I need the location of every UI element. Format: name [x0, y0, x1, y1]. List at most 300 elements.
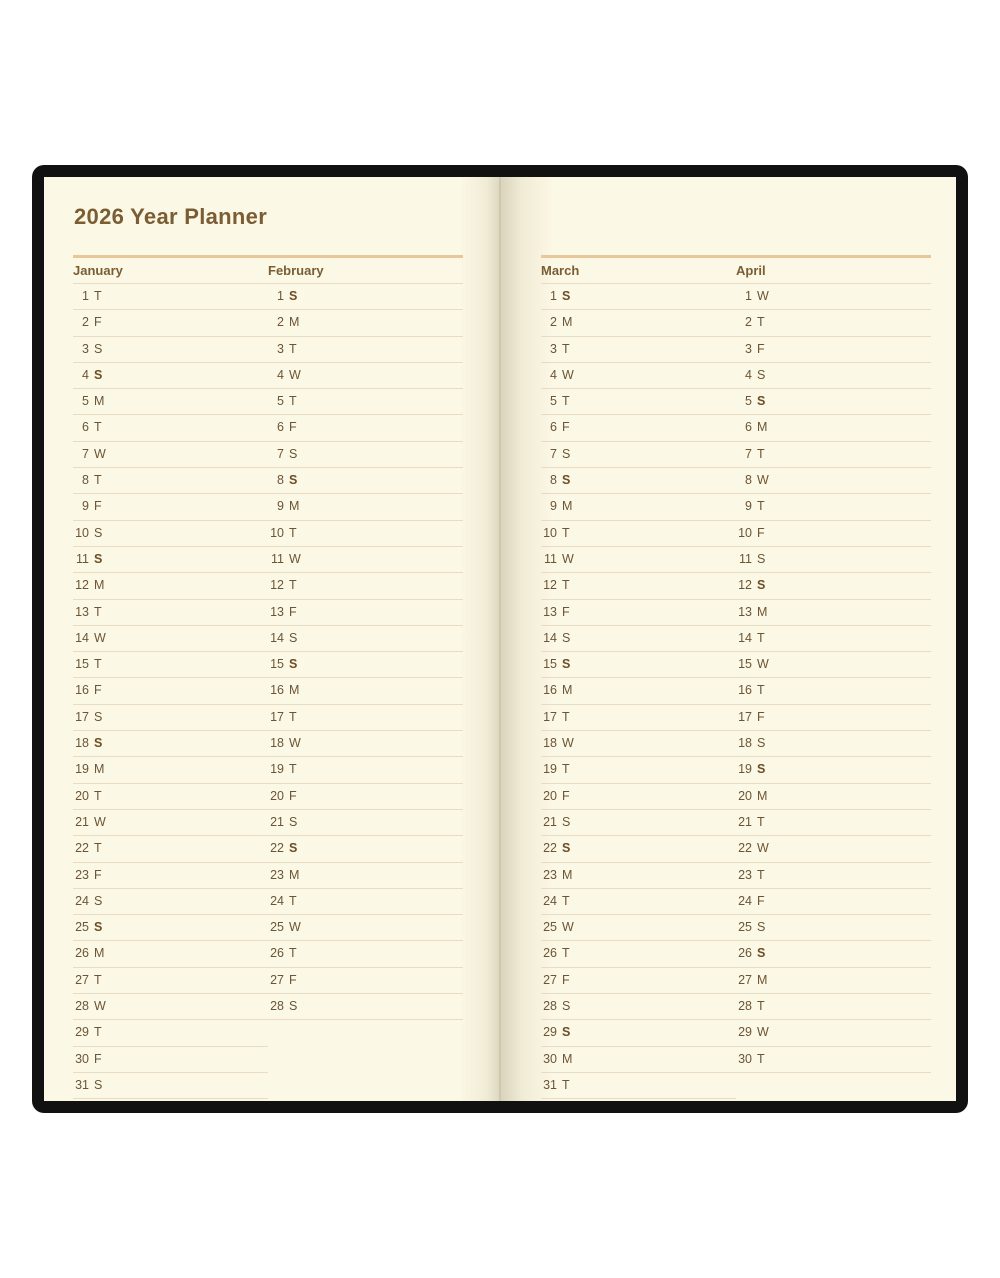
weekday-letter: M: [562, 315, 573, 330]
weekday-letter: T: [94, 972, 102, 987]
day-row: [268, 652, 463, 678]
weekday-letter: T: [94, 1025, 102, 1040]
day-row: [541, 389, 736, 415]
weekday-letter: W: [94, 999, 106, 1014]
weekday-letter: T: [562, 946, 570, 961]
day-number: 7: [550, 446, 557, 461]
day-number: 5: [550, 394, 557, 409]
sunday-weekday-letter: S: [94, 551, 103, 566]
weekday-letter: T: [562, 1077, 570, 1092]
day-row: [73, 836, 268, 862]
day-number: 15: [75, 657, 89, 672]
weekday-letter: T: [94, 841, 102, 856]
day-number: 19: [75, 762, 89, 777]
weekday-letter: W: [289, 920, 301, 935]
weekday-letter: T: [757, 630, 765, 645]
weekday-letter: M: [757, 604, 768, 619]
weekday-letter: T: [94, 420, 102, 435]
day-row: [541, 415, 736, 441]
day-row: [736, 1020, 931, 1046]
page-title: 2026 Year Planner: [74, 204, 268, 229]
weekday-letter: S: [757, 736, 766, 751]
day-number: 24: [75, 893, 89, 908]
day-number: 6: [745, 420, 752, 435]
sunday-weekday-letter: S: [562, 657, 571, 672]
day-row: [73, 494, 268, 520]
day-row: [268, 442, 463, 468]
month-name: February: [268, 258, 463, 284]
weekday-letter: T: [289, 946, 297, 961]
sunday-weekday-letter: S: [562, 841, 571, 856]
day-number: 10: [270, 525, 284, 540]
day-row: [541, 442, 736, 468]
day-number: 23: [75, 867, 89, 882]
weekday-letter: M: [562, 1051, 573, 1066]
weekday-letter: M: [562, 867, 573, 882]
day-row: [736, 705, 931, 731]
day-row: [268, 915, 463, 941]
day-number: 7: [745, 446, 752, 461]
day-row: [541, 1073, 736, 1099]
day-row: [73, 678, 268, 704]
day-row: [73, 547, 268, 573]
day-row: [73, 757, 268, 783]
day-number: 1: [277, 289, 284, 303]
day-row: [73, 1073, 268, 1099]
day-row: [736, 652, 931, 678]
weekday-letter: F: [757, 709, 765, 724]
day-row: [736, 836, 931, 862]
sunday-weekday-letter: S: [289, 473, 298, 488]
day-row: [736, 389, 931, 415]
day-number: 10: [75, 525, 89, 540]
weekday-letter: M: [289, 683, 300, 698]
day-number: 19: [270, 762, 284, 777]
day-row: [73, 1047, 268, 1073]
day-row: [73, 652, 268, 678]
day-number: 24: [270, 893, 284, 908]
day-number: 22: [738, 841, 752, 856]
day-number: 19: [543, 762, 557, 777]
day-row: [73, 889, 268, 915]
day-number: 4: [277, 367, 284, 382]
day-number: 23: [270, 867, 284, 882]
day-number: 20: [75, 788, 89, 803]
day-list: [541, 284, 736, 1099]
day-number: 1: [82, 289, 89, 303]
sunday-weekday-letter: S: [757, 946, 766, 961]
day-number: 18: [543, 736, 557, 751]
sunday-weekday-letter: S: [289, 841, 298, 856]
day-number: 26: [270, 946, 284, 961]
weekday-letter: W: [757, 657, 769, 672]
weekday-letter: T: [757, 1051, 765, 1066]
sunday-weekday-letter: S: [757, 578, 766, 593]
day-row: [73, 310, 268, 336]
weekday-letter: M: [757, 972, 768, 987]
day-number: 13: [270, 604, 284, 619]
weekday-letter: W: [757, 289, 769, 303]
weekday-letter: T: [562, 525, 570, 540]
day-number: 16: [738, 683, 752, 698]
day-number: 25: [270, 920, 284, 935]
day-row: [268, 994, 463, 1020]
day-row: [268, 284, 463, 310]
day-row: [73, 968, 268, 994]
day-number: 16: [270, 683, 284, 698]
day-number: 15: [738, 657, 752, 672]
day-number: 20: [543, 788, 557, 803]
day-row: [73, 863, 268, 889]
weekday-letter: S: [94, 525, 103, 540]
day-number: 6: [82, 420, 89, 435]
weekday-letter: W: [289, 551, 301, 566]
day-row: [73, 363, 268, 389]
weekday-letter: T: [757, 446, 765, 461]
day-number: 20: [738, 788, 752, 803]
day-number: 22: [75, 841, 89, 856]
day-number: 11: [739, 551, 752, 566]
weekday-letter: T: [757, 867, 765, 882]
day-number: 16: [75, 683, 89, 698]
day-number: 31: [543, 1077, 557, 1092]
day-row: [268, 626, 463, 652]
day-row: [268, 784, 463, 810]
day-number: 8: [277, 473, 284, 488]
day-row: [736, 415, 931, 441]
day-number: 14: [270, 630, 284, 645]
weekday-letter: W: [94, 446, 106, 461]
day-row: [268, 757, 463, 783]
weekday-letter: T: [562, 341, 570, 356]
weekday-letter: F: [94, 867, 102, 882]
day-row: [736, 337, 931, 363]
weekday-letter: T: [562, 394, 570, 409]
weekday-letter: F: [562, 788, 570, 803]
day-row: [268, 521, 463, 547]
day-row: [268, 863, 463, 889]
weekday-letter: M: [94, 394, 105, 409]
weekday-letter: S: [757, 367, 766, 382]
day-row: [73, 468, 268, 494]
day-number: 23: [738, 867, 752, 882]
day-row: [541, 363, 736, 389]
month-column-march: [541, 258, 736, 1099]
day-number: 21: [738, 814, 752, 829]
book-spine: [499, 177, 501, 1101]
weekday-letter: M: [289, 499, 300, 514]
day-row: [736, 810, 931, 836]
weekday-letter: T: [289, 762, 297, 777]
sunday-weekday-letter: S: [289, 657, 298, 672]
weekday-letter: W: [562, 367, 574, 382]
weekday-letter: W: [757, 841, 769, 856]
weekday-letter: S: [562, 999, 571, 1014]
day-row: [736, 941, 931, 967]
day-row: [541, 889, 736, 915]
weekday-letter: W: [94, 630, 106, 645]
day-row: [736, 573, 931, 599]
weekday-letter: S: [289, 999, 298, 1014]
day-row: [73, 915, 268, 941]
weekday-letter: F: [562, 420, 570, 435]
day-number: 3: [82, 341, 89, 356]
day-number: 6: [277, 420, 284, 435]
day-row: [541, 310, 736, 336]
day-number: 27: [75, 972, 89, 987]
day-number: 7: [82, 446, 89, 461]
month-column-april: [736, 258, 931, 1073]
day-number: 12: [543, 578, 557, 593]
day-row: [268, 678, 463, 704]
weekday-letter: W: [289, 367, 301, 382]
day-number: 21: [270, 814, 284, 829]
day-number: 5: [745, 394, 752, 409]
day-row: [541, 678, 736, 704]
day-row: [73, 415, 268, 441]
weekday-letter: T: [289, 578, 297, 593]
weekday-letter: W: [562, 551, 574, 566]
weekday-letter: W: [757, 1025, 769, 1040]
day-number: 26: [738, 946, 752, 961]
day-number: 26: [543, 946, 557, 961]
weekday-letter: W: [562, 920, 574, 935]
sunday-weekday-letter: S: [562, 1025, 571, 1040]
day-number: 20: [270, 788, 284, 803]
day-number: 7: [277, 446, 284, 461]
weekday-letter: T: [562, 578, 570, 593]
day-row: [736, 889, 931, 915]
day-row: [541, 494, 736, 520]
day-row: [541, 521, 736, 547]
month-column-january: [73, 258, 268, 1099]
weekday-letter: T: [289, 394, 297, 409]
day-number: 3: [277, 341, 284, 356]
weekday-letter: F: [757, 893, 765, 908]
day-number: 4: [550, 367, 557, 382]
day-row: [736, 442, 931, 468]
weekday-letter: W: [757, 473, 769, 488]
sunday-weekday-letter: S: [94, 367, 103, 382]
weekday-letter: M: [757, 788, 768, 803]
day-row: [541, 468, 736, 494]
sunday-weekday-letter: S: [562, 289, 571, 303]
day-list: [73, 284, 268, 1099]
day-row: [736, 757, 931, 783]
day-list: [736, 284, 931, 1073]
weekday-letter: F: [94, 683, 102, 698]
weekday-letter: S: [289, 630, 298, 645]
day-row: [736, 494, 931, 520]
day-number: 29: [738, 1025, 752, 1040]
day-number: 19: [738, 762, 752, 777]
day-row: [736, 284, 931, 310]
day-number: 11: [544, 551, 557, 566]
day-number: 13: [75, 604, 89, 619]
weekday-letter: T: [94, 289, 102, 303]
day-row: [541, 547, 736, 573]
weekday-letter: S: [94, 893, 103, 908]
weekday-letter: T: [562, 893, 570, 908]
weekday-letter: S: [94, 1077, 103, 1092]
day-row: [73, 600, 268, 626]
day-row: [541, 941, 736, 967]
weekday-letter: T: [757, 999, 765, 1014]
sunday-weekday-letter: S: [757, 762, 766, 777]
day-row: [73, 994, 268, 1020]
day-row: [736, 600, 931, 626]
day-row: [736, 547, 931, 573]
day-row: [541, 836, 736, 862]
day-row: [541, 757, 736, 783]
weekday-letter: M: [94, 946, 105, 961]
weekday-letter: T: [94, 604, 102, 619]
day-row: [541, 284, 736, 310]
day-row: [736, 468, 931, 494]
day-number: 21: [543, 814, 557, 829]
sunday-weekday-letter: S: [94, 736, 103, 751]
weekday-letter: F: [289, 604, 297, 619]
day-number: 22: [543, 841, 557, 856]
weekday-letter: W: [94, 814, 106, 829]
day-number: 12: [270, 578, 284, 593]
day-number: 29: [75, 1025, 89, 1040]
weekday-letter: M: [94, 578, 105, 593]
day-number: 28: [270, 999, 284, 1014]
day-row: [73, 389, 268, 415]
day-number: 14: [543, 630, 557, 645]
day-row: [268, 600, 463, 626]
weekday-letter: F: [757, 525, 765, 540]
day-number: 27: [738, 972, 752, 987]
day-row: [268, 836, 463, 862]
day-number: 8: [550, 473, 557, 488]
day-row: [73, 941, 268, 967]
day-number: 17: [543, 709, 557, 724]
day-number: 8: [82, 473, 89, 488]
day-row: [268, 494, 463, 520]
day-row: [736, 915, 931, 941]
day-row: [268, 310, 463, 336]
day-number: 9: [82, 499, 89, 514]
weekday-letter: S: [562, 814, 571, 829]
weekday-letter: T: [562, 762, 570, 777]
sunday-weekday-letter: S: [94, 920, 103, 935]
weekday-letter: T: [94, 788, 102, 803]
day-number: 13: [543, 604, 557, 619]
day-number: 13: [738, 604, 752, 619]
day-row: [541, 337, 736, 363]
day-number: 17: [75, 709, 89, 724]
weekday-letter: F: [289, 420, 297, 435]
day-number: 30: [738, 1051, 752, 1066]
day-number: 30: [543, 1051, 557, 1066]
day-number: 12: [738, 578, 752, 593]
day-number: 11: [271, 551, 284, 566]
day-number: 23: [543, 867, 557, 882]
month-column-february: [268, 258, 463, 1020]
day-number: 27: [270, 972, 284, 987]
day-number: 4: [745, 367, 752, 382]
day-row: [541, 915, 736, 941]
day-row: [541, 573, 736, 599]
day-number: 28: [738, 999, 752, 1014]
day-number: 21: [75, 814, 89, 829]
day-number: 5: [82, 394, 89, 409]
day-number: 4: [82, 367, 89, 382]
day-number: 2: [82, 315, 89, 330]
day-number: 16: [543, 683, 557, 698]
day-row: [268, 889, 463, 915]
day-row: [268, 810, 463, 836]
day-number: 18: [270, 736, 284, 751]
weekday-letter: T: [757, 315, 765, 330]
day-number: 24: [738, 893, 752, 908]
day-number: 8: [745, 473, 752, 488]
day-row: [73, 337, 268, 363]
day-row: [736, 626, 931, 652]
day-number: 10: [738, 525, 752, 540]
day-number: 22: [270, 841, 284, 856]
day-row: [541, 1020, 736, 1046]
day-number: 28: [75, 999, 89, 1014]
sunday-weekday-letter: S: [757, 394, 766, 409]
weekday-letter: S: [562, 630, 571, 645]
day-number: 9: [550, 499, 557, 514]
day-row: [73, 731, 268, 757]
day-number: 18: [738, 736, 752, 751]
day-row: [268, 731, 463, 757]
day-number: 5: [277, 394, 284, 409]
month-name: March: [541, 258, 736, 284]
weekday-letter: F: [757, 341, 765, 356]
weekday-letter: M: [94, 762, 105, 777]
weekday-letter: T: [289, 893, 297, 908]
day-number: 9: [277, 499, 284, 514]
weekday-letter: W: [562, 736, 574, 751]
weekday-letter: F: [94, 499, 102, 514]
day-number: 25: [738, 920, 752, 935]
weekday-letter: S: [757, 920, 766, 935]
weekday-letter: S: [757, 551, 766, 566]
day-row: [268, 941, 463, 967]
day-row: [541, 968, 736, 994]
day-number: 9: [745, 499, 752, 514]
day-number: 30: [75, 1051, 89, 1066]
day-number: 15: [543, 657, 557, 672]
day-row: [736, 521, 931, 547]
day-number: 18: [75, 736, 89, 751]
day-row: [541, 1047, 736, 1073]
day-row: [268, 573, 463, 599]
day-row: [268, 705, 463, 731]
day-row: [73, 442, 268, 468]
day-number: 25: [543, 920, 557, 935]
day-row: [268, 968, 463, 994]
weekday-letter: S: [94, 341, 103, 356]
day-row: [736, 678, 931, 704]
weekday-letter: M: [289, 315, 300, 330]
weekday-letter: T: [289, 341, 297, 356]
day-number: 17: [738, 709, 752, 724]
day-number: 14: [738, 630, 752, 645]
day-row: [736, 784, 931, 810]
weekday-letter: M: [562, 683, 573, 698]
day-row: [736, 994, 931, 1020]
day-number: 31: [75, 1077, 89, 1092]
weekday-letter: T: [289, 709, 297, 724]
weekday-letter: F: [289, 788, 297, 803]
